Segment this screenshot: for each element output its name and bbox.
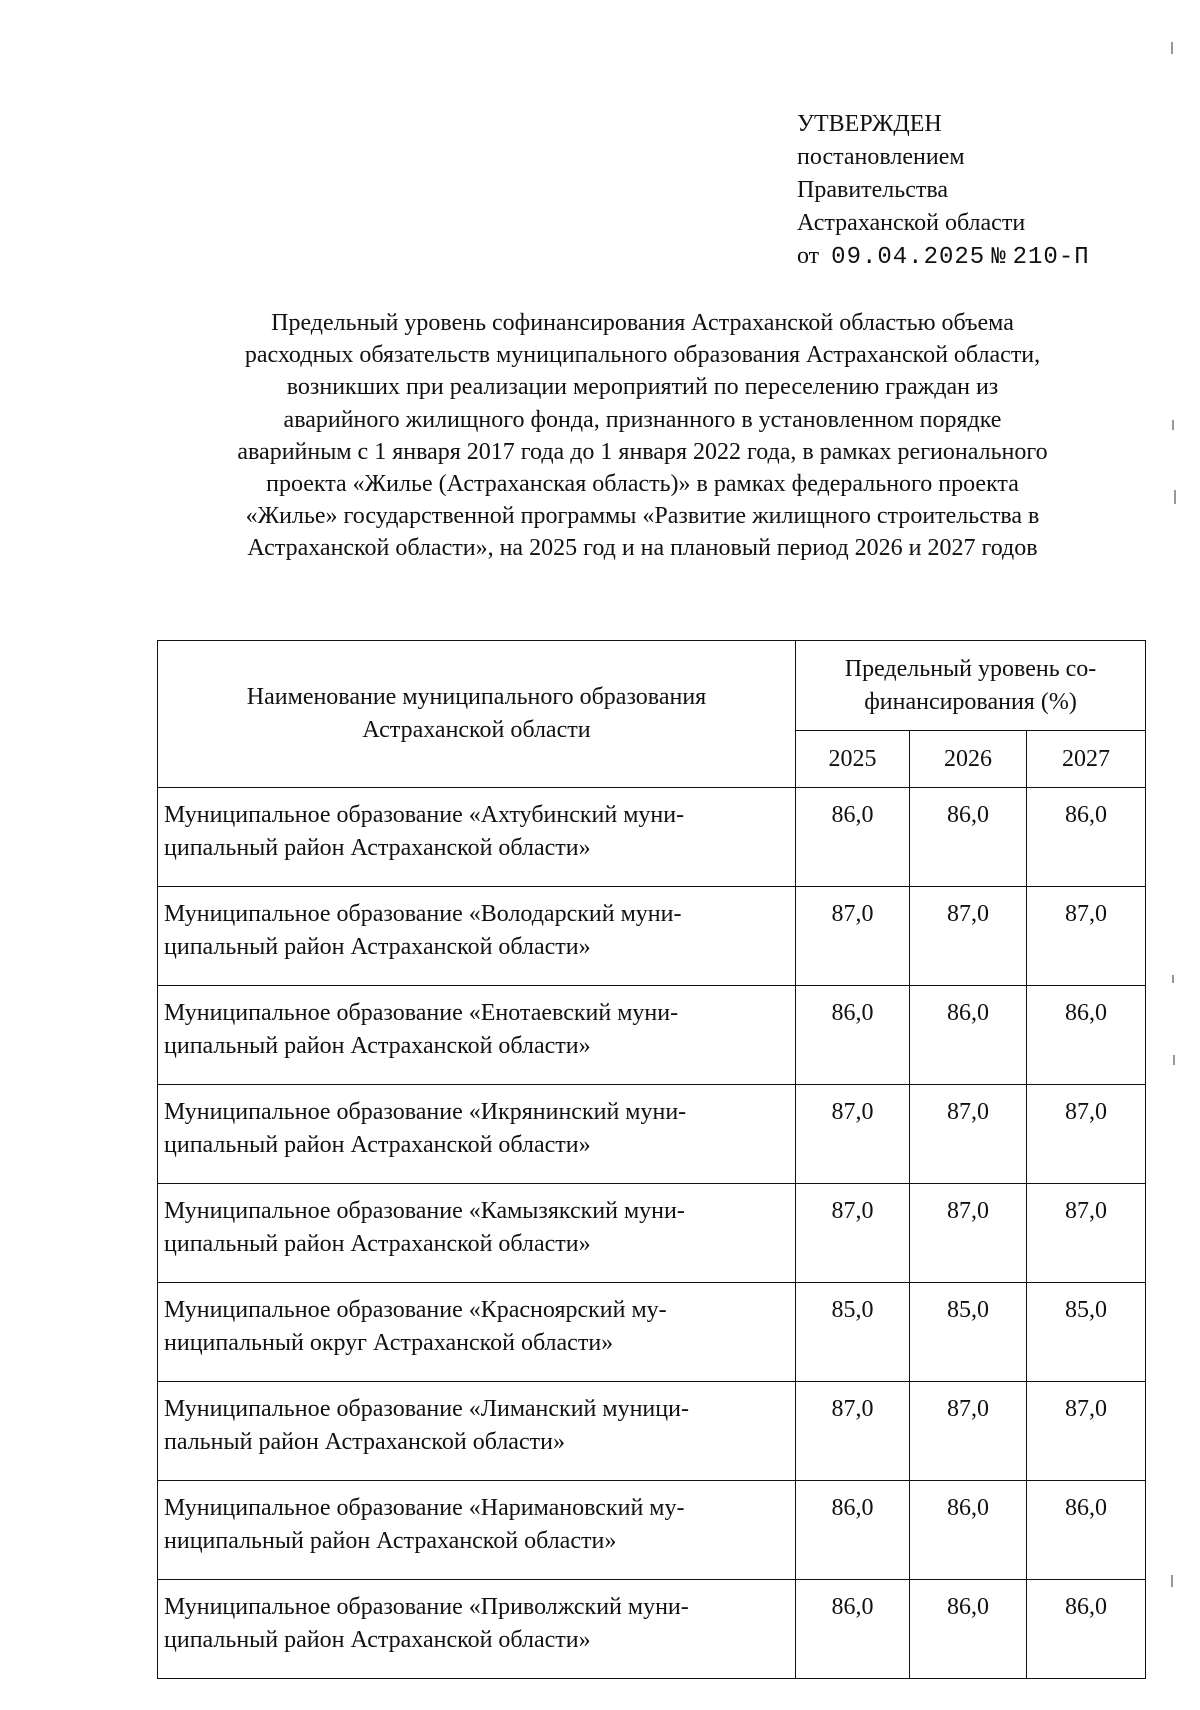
value-2027: 87,0: [1027, 887, 1146, 986]
value-2027: 86,0: [1027, 1580, 1146, 1679]
municipality-name-line: Муниципальное образование «Красноярский му-: [164, 1297, 667, 1323]
value-2025: 86,0: [796, 1481, 910, 1580]
municipality-name-line: Муниципальное образование «Ахтубинский муни-: [164, 802, 685, 828]
title-line: Предельный уровень софинансирования Астраханской областью объема: [271, 310, 1014, 336]
municipality-header-line: Наименование муниципального образования: [246, 684, 707, 710]
value-2025: 85,0: [796, 1283, 910, 1382]
table-row: [158, 887, 1146, 986]
value-2025: 87,0: [796, 1184, 910, 1283]
municipality-name-line: Муниципальное образование «Приволжский муни-: [164, 1594, 689, 1620]
level-header-line: Предельный уровень со-: [844, 655, 1097, 682]
region-label: Астраханской области: [797, 210, 1026, 236]
value-2026: 85,0: [910, 1283, 1027, 1382]
municipality-name: [158, 1382, 796, 1481]
value-2026: 86,0: [910, 986, 1027, 1085]
government-label: Правительства: [797, 177, 949, 203]
resolution-date-line: [797, 240, 1090, 274]
table-row: [158, 1481, 1146, 1580]
title-line: аварийным с 1 января 2017 года до 1 января 2022 года, в рамках регионального: [237, 438, 1048, 465]
municipality-name: [158, 986, 796, 1085]
value-2026: 87,0: [910, 1382, 1027, 1481]
value-2026: 87,0: [910, 887, 1027, 986]
municipality-name-line: Муниципальное образование «Лиманский муници-: [164, 1396, 689, 1422]
table-row: [158, 1382, 1146, 1481]
year-2026-header: 2026: [910, 731, 1027, 788]
scan-mark: [1174, 490, 1176, 504]
municipality-name: [158, 1580, 796, 1679]
municipality-name-line: Муниципальное образование «Камызякский муни-: [164, 1198, 685, 1224]
number-sign: №: [991, 244, 1007, 271]
year-2027-header: 2027: [1027, 731, 1146, 788]
municipality-name: [158, 1085, 796, 1184]
value-2026: 87,0: [910, 1085, 1027, 1184]
scan-mark: [1172, 975, 1174, 983]
municipality-name: [158, 1283, 796, 1382]
municipality-name-line: Муниципальное образование «Наримановский му-: [164, 1495, 685, 1521]
value-2025: 87,0: [796, 1382, 910, 1481]
municipality-name: [158, 788, 796, 887]
scan-mark: [1173, 1055, 1175, 1065]
table-header-row: [158, 641, 1146, 731]
municipality-header-line: Астраханской области: [362, 717, 591, 743]
year-2025-header: 2025: [796, 731, 910, 788]
value-2026: 87,0: [910, 1184, 1027, 1283]
table-row: [158, 1283, 1146, 1382]
municipality-name: [158, 1481, 796, 1580]
value-2026: 86,0: [910, 1580, 1027, 1679]
resolution-label: постановлением: [797, 144, 965, 170]
title-line: расходных обязательств муниципального образования Астраханской области,: [244, 342, 1041, 369]
municipality-name: [158, 1184, 796, 1283]
municipality-name-line: ниципальный район Астраханской области»: [164, 1528, 617, 1554]
title-line: «Жилье» государственной программы «Развитие жилищного строительства в: [245, 503, 1040, 530]
scan-mark: [1172, 420, 1174, 430]
value-2026: 86,0: [910, 788, 1027, 887]
municipality-name-line: Муниципальное образование «Икрянинский муни-: [164, 1099, 687, 1125]
municipality-name-line: Муниципальное образование «Енотаевский муни-: [164, 1000, 679, 1026]
table-row: [158, 986, 1146, 1085]
value-2027: 86,0: [1027, 1481, 1146, 1580]
title-line: проекта «Жилье (Астраханская область)» в рамках федерального проекта: [266, 471, 1019, 498]
municipality-column-header: [158, 641, 796, 788]
resolution-date: 09.04.2025: [831, 244, 986, 271]
value-2025: 86,0: [796, 986, 910, 1085]
table-row: [158, 788, 1146, 887]
approval-stamp: [797, 108, 1090, 274]
value-2025: 86,0: [796, 788, 910, 887]
table-row: [158, 1184, 1146, 1283]
value-2027: 87,0: [1027, 1382, 1146, 1481]
cofinancing-level-header: [796, 641, 1146, 731]
value-2027: 85,0: [1027, 1283, 1146, 1382]
scan-mark: [1171, 1575, 1173, 1587]
title-line: аварийного жилищного фонда, признанного в установленном порядке: [283, 406, 1002, 433]
table-row: [158, 1580, 1146, 1679]
value-2025: 87,0: [796, 887, 910, 986]
municipality-name-line: ниципальный округ Астраханской области»: [164, 1330, 614, 1356]
municipality-name-line: ципальный район Астраханской области»: [164, 835, 591, 861]
municipality-name-line: Муниципальное образование «Володарский муни-: [164, 901, 682, 927]
scan-mark: [1171, 42, 1173, 54]
date-prefix: от: [797, 243, 820, 269]
municipality-name-line: ципальный район Астраханской области»: [164, 1627, 591, 1653]
value-2027: 87,0: [1027, 1184, 1146, 1283]
municipality-name-line: пальный район Астраханской области»: [164, 1429, 565, 1455]
value-2027: 86,0: [1027, 986, 1146, 1085]
cofinancing-table: [157, 640, 1146, 1679]
municipality-name-line: ципальный район Астраханской области»: [164, 1132, 591, 1158]
value-2027: 87,0: [1027, 1085, 1146, 1184]
municipality-name-line: ципальный район Астраханской области»: [164, 1231, 591, 1257]
title-line: Астраханской области», на 2025 год и на плановый период 2026 и 2027 годов: [247, 535, 1038, 562]
document-title: [150, 307, 1135, 565]
value-2025: 86,0: [796, 1580, 910, 1679]
resolution-number: 210-П: [1012, 244, 1090, 271]
title-line: возникших при реализации мероприятий по переселению граждан из: [286, 374, 999, 401]
municipality-name: [158, 887, 796, 986]
municipality-name-line: ципальный район Астраханской области»: [164, 934, 591, 960]
value-2025: 87,0: [796, 1085, 910, 1184]
value-2026: 86,0: [910, 1481, 1027, 1580]
value-2027: 86,0: [1027, 788, 1146, 887]
approved-label: УТВЕРЖДЕН: [797, 111, 942, 137]
table-row: [158, 1085, 1146, 1184]
municipality-name-line: ципальный район Астраханской области»: [164, 1033, 591, 1059]
level-header-line: финансирования (%): [864, 688, 1077, 715]
